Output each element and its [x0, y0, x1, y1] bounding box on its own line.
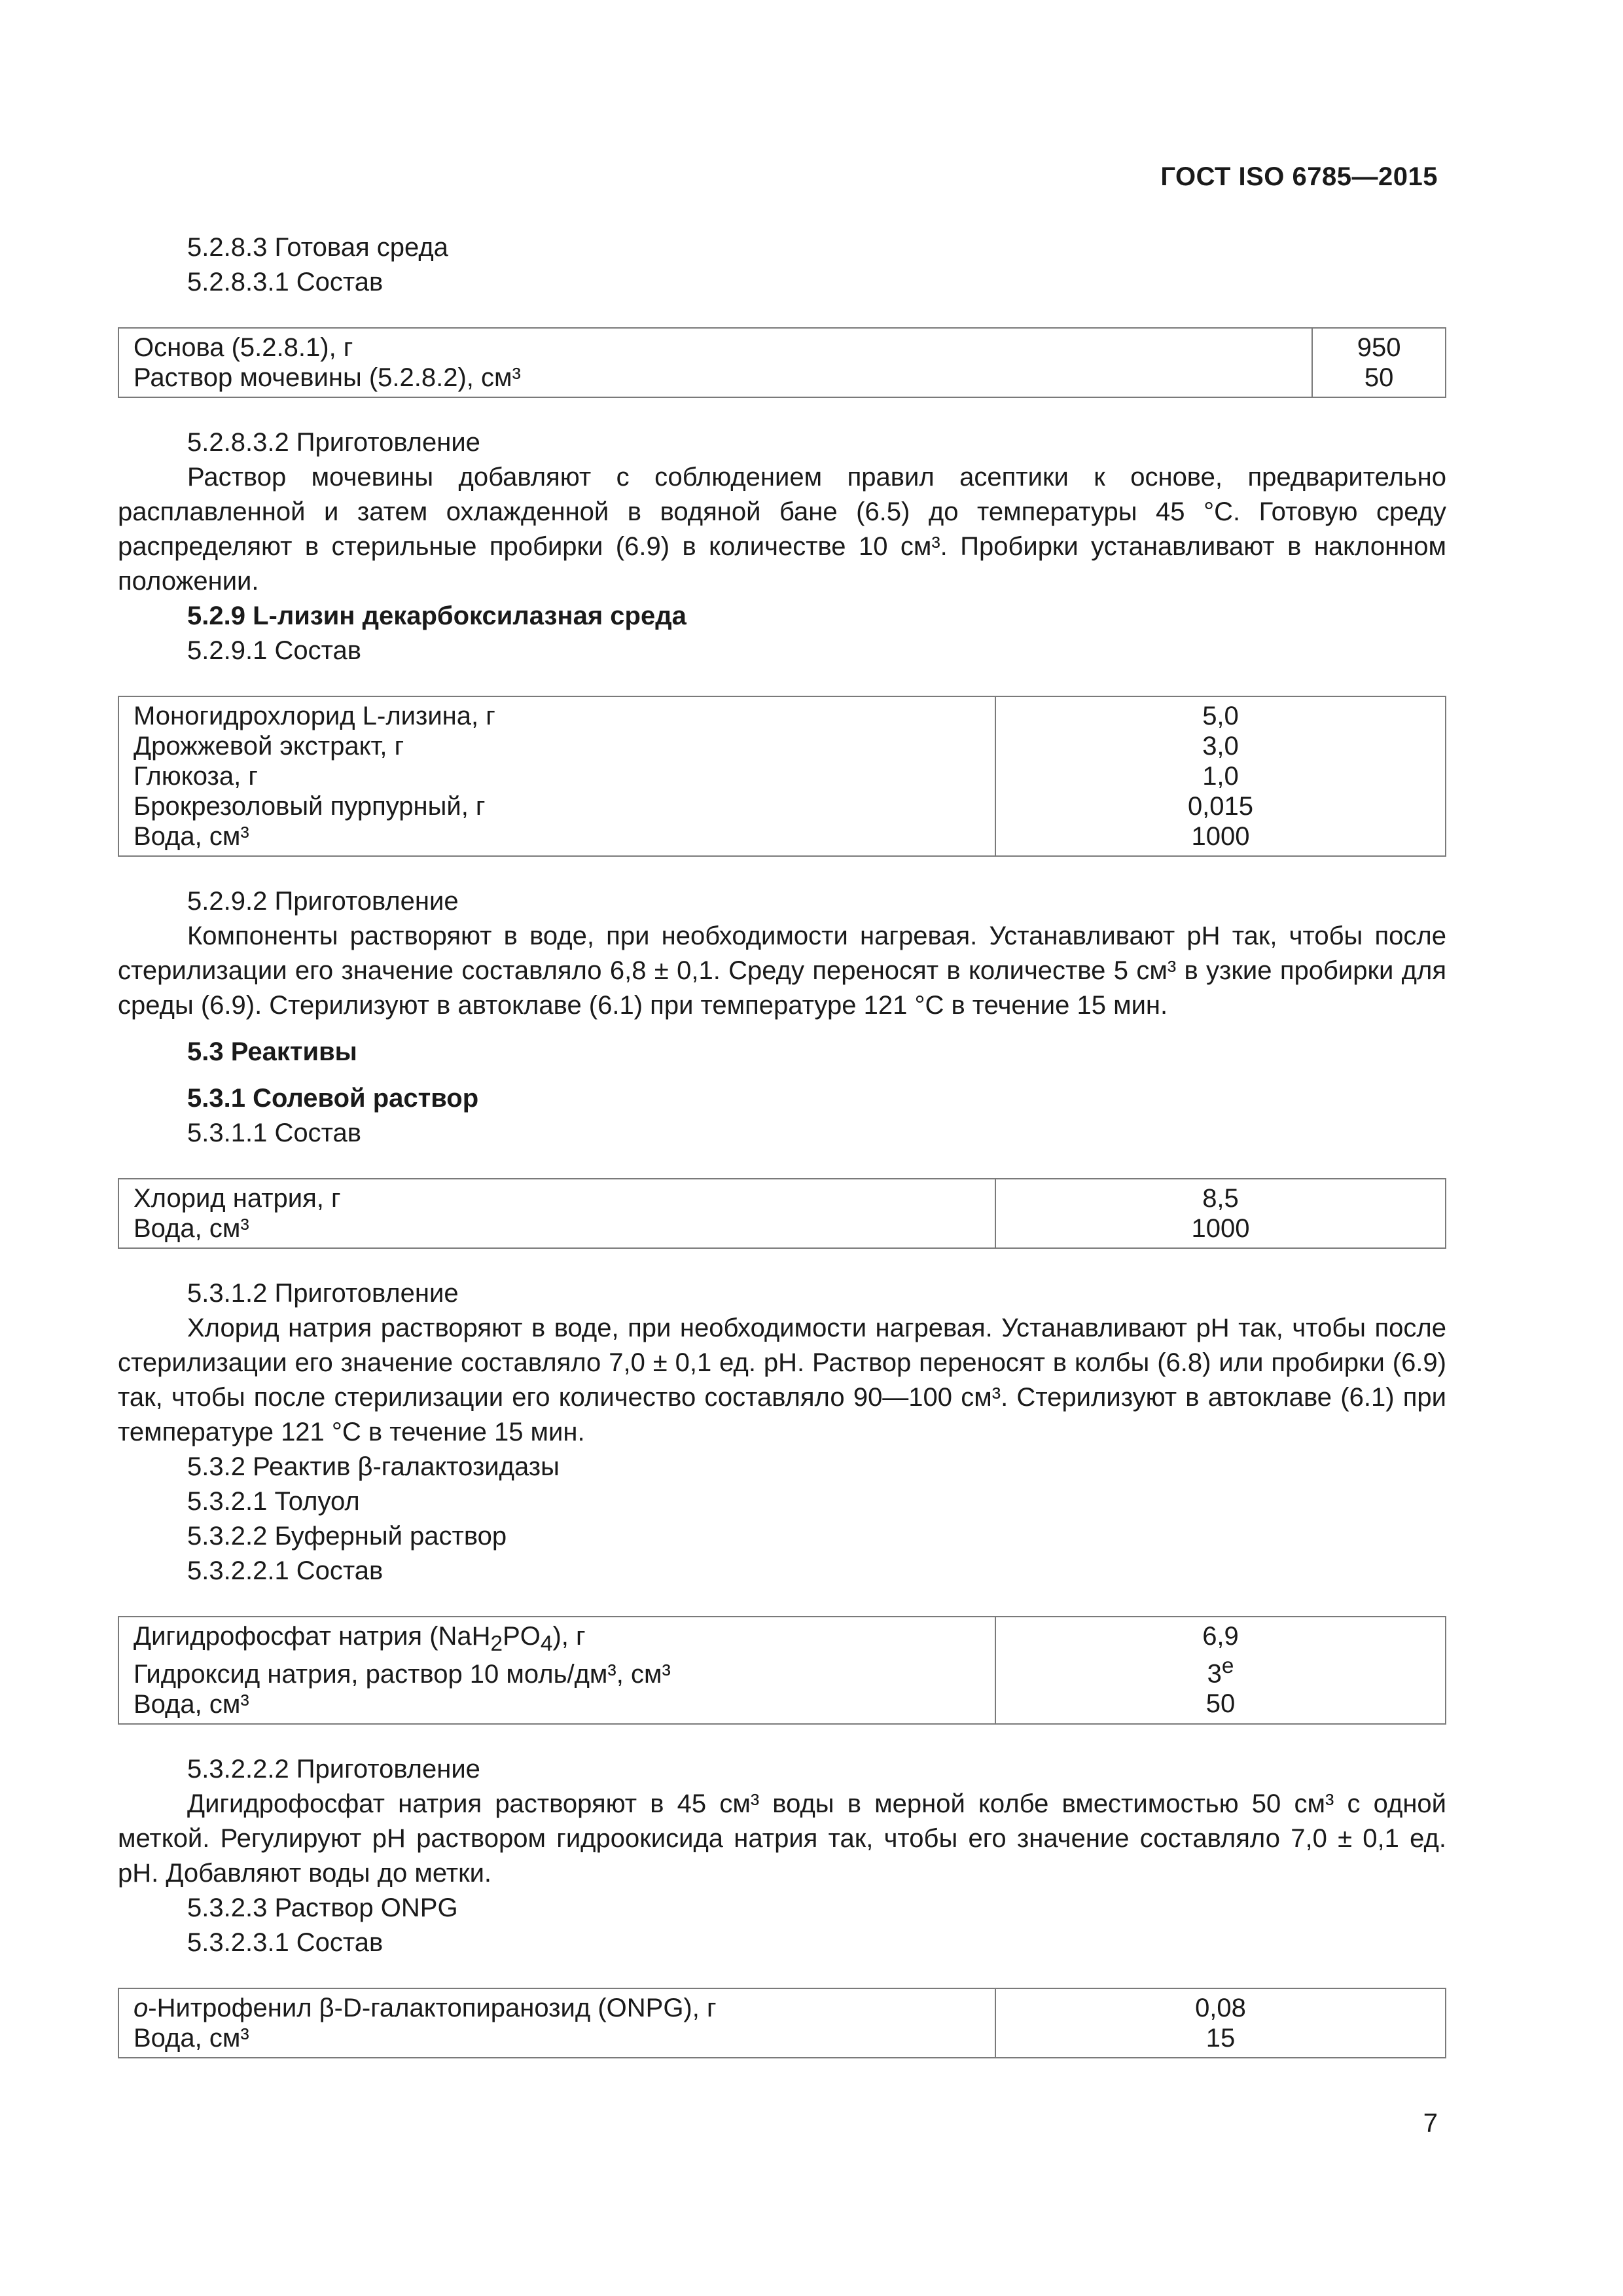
component-name: о-Нитрофенил β-D-галактопиранозид (ONPG), г [134, 1994, 717, 2022]
table-name-column [118, 328, 1312, 397]
section-heading: 5.3.1 Солевой раствор [187, 1084, 479, 1113]
paragraph: Дигидрофосфат натрия растворяют в 45 см³ воды в мерной колбе вместимостью 50 см³ с одной меткой. Регулируют pH раствором гидроокисида натрия так, чтобы его значение составляло 7,0 ± 0,1 ед. pH. Добавляют воды до метки. [118, 1789, 1446, 1888]
subsection-heading: 5.3.2.3 Раствор ONPG [187, 1893, 458, 1922]
subsection-heading: 5.3.2.1 Толуол [187, 1487, 360, 1516]
subsection-heading: 5.2.8.3 Готовая среда [187, 233, 448, 262]
component-name: Гидроксид натрия, раствор 10 моль/дм³, см³ [134, 1660, 671, 1689]
component-value: 1000 [1191, 1214, 1250, 1243]
table-name-column [118, 1988, 995, 2058]
component-value: 0,015 [1187, 792, 1254, 821]
subsection-heading: 5.3.2.2.2 Приготовление [187, 1755, 480, 1784]
composition-table [118, 1616, 1446, 1725]
table-name-column [118, 1617, 995, 1724]
component-name: Хлорид натрия, г [134, 1184, 341, 1213]
paragraph: Хлорид натрия растворяют в воде, при необходимости нагревая. Устанавливают pH так, чтобы после стерилизации его значение составляло 7,0 ± 0,1 ед. pH. Раствор переносят в колбы (6.8) или пробирки (6.9) так, чтобы после стерилизации его количество составляло 90—100 см³. Стерилизуют в автоклаве (6.1) при температуре 121 °С в течение 15 мин. [118, 1314, 1446, 1446]
component-name: Глюкоза, г [134, 762, 258, 791]
composition-table [118, 327, 1446, 398]
composition-table [118, 1178, 1446, 1249]
component-value: 1,0 [1202, 762, 1239, 791]
page-number: 7 [1423, 2109, 1438, 2138]
paragraph: Раствор мочевины добавляют с соблюдением правил асептики к основе, предварительно расплавленной и затем охлажденной в водяной бане (6.5) до температуры 45 °С. Готовую среду распределяют в стерильные пробирки (6.9) в количестве 10 см³. Пробирки устанавливают в наклонном положении. [118, 463, 1446, 596]
composition-table [118, 696, 1446, 857]
subsection-heading: 5.3.2.2.1 Состав [187, 1556, 383, 1585]
component-value: 50 [1205, 1689, 1236, 1719]
table-value-column [1312, 328, 1446, 397]
table-value-column [995, 1988, 1446, 2058]
component-value: $3^е$ [1207, 1654, 1234, 1689]
component-name: Дрожжевой экстракт, г [134, 732, 404, 761]
subsection-heading: 5.3.1.1 Состав [187, 1119, 361, 1147]
section-heading: 5.3 Реактивы [187, 1037, 357, 1066]
subsection-heading: 5.3.2.3.1 Состав [187, 1928, 383, 1957]
document-body [118, 230, 1446, 2086]
subsection-heading: 5.3.1.2 Приготовление [187, 1279, 459, 1308]
component-value: 1000 [1191, 822, 1250, 851]
component-name: Дигидрофосфат натрия $(NaH_2PO_4)$, г [134, 1622, 586, 1656]
subsection-heading: 5.2.9.2 Приготовление [187, 887, 459, 916]
component-value: 50 [1364, 363, 1394, 392]
component-name: Вода, см³ [134, 2024, 249, 2053]
section-heading: 5.2.9 L-лизин декарбоксилазная среда [187, 601, 687, 630]
table-value-column [995, 696, 1446, 856]
component-value: 15 [1205, 2024, 1236, 2053]
table-value-column [995, 1179, 1446, 1248]
subsection-heading: 5.2.8.3.2 Приготовление [187, 428, 480, 457]
table-value-column [995, 1617, 1446, 1724]
component-value: 6,9 [1202, 1622, 1239, 1651]
composition-table [118, 1988, 1446, 2058]
paragraph: Компоненты растворяют в воде, при необходимости нагревая. Устанавливают pH так, чтобы после стерилизации его значение составляло 6,8 ± 0,1. Среду переносят в количестве 5 см³ в узкие пробирки для среды (6.9). Стерилизуют в автоклаве (6.1) при температуре 121 °С в течение 15 мин. [118, 922, 1446, 1020]
subsection-heading: 5.3.2 Реактив β-галактозидазы [187, 1452, 560, 1481]
subsection-heading: 5.2.8.3.1 Состав [187, 268, 383, 296]
subsection-heading: 5.2.9.1 Состав [187, 636, 361, 665]
component-value: 3,0 [1202, 732, 1239, 761]
component-name: Раствор мочевины (5.2.8.2), см³ [134, 363, 521, 392]
table-name-column [118, 696, 995, 856]
component-value: 5,0 [1202, 702, 1239, 730]
component-name: Моногидрохлорид L-лизина, г [134, 702, 495, 730]
component-name: Основа (5.2.8.1), г [134, 333, 353, 362]
component-name: Вода, см³ [134, 822, 249, 851]
component-value: 0,08 [1195, 1994, 1246, 2022]
component-value: 8,5 [1202, 1184, 1239, 1213]
component-name: Вода, см³ [134, 1690, 249, 1719]
table-name-column [118, 1179, 995, 1248]
component-name: Вода, см³ [134, 1214, 249, 1243]
component-value: 950 [1357, 333, 1401, 362]
document-header: ГОСТ ISO 6785—2015 [1160, 162, 1438, 191]
footnote-marker: е [1221, 1654, 1234, 1678]
subsection-heading: 5.3.2.2 Буферный раствор [187, 1522, 507, 1551]
component-name: Брокрезоловый пурпурный, г [134, 792, 486, 821]
